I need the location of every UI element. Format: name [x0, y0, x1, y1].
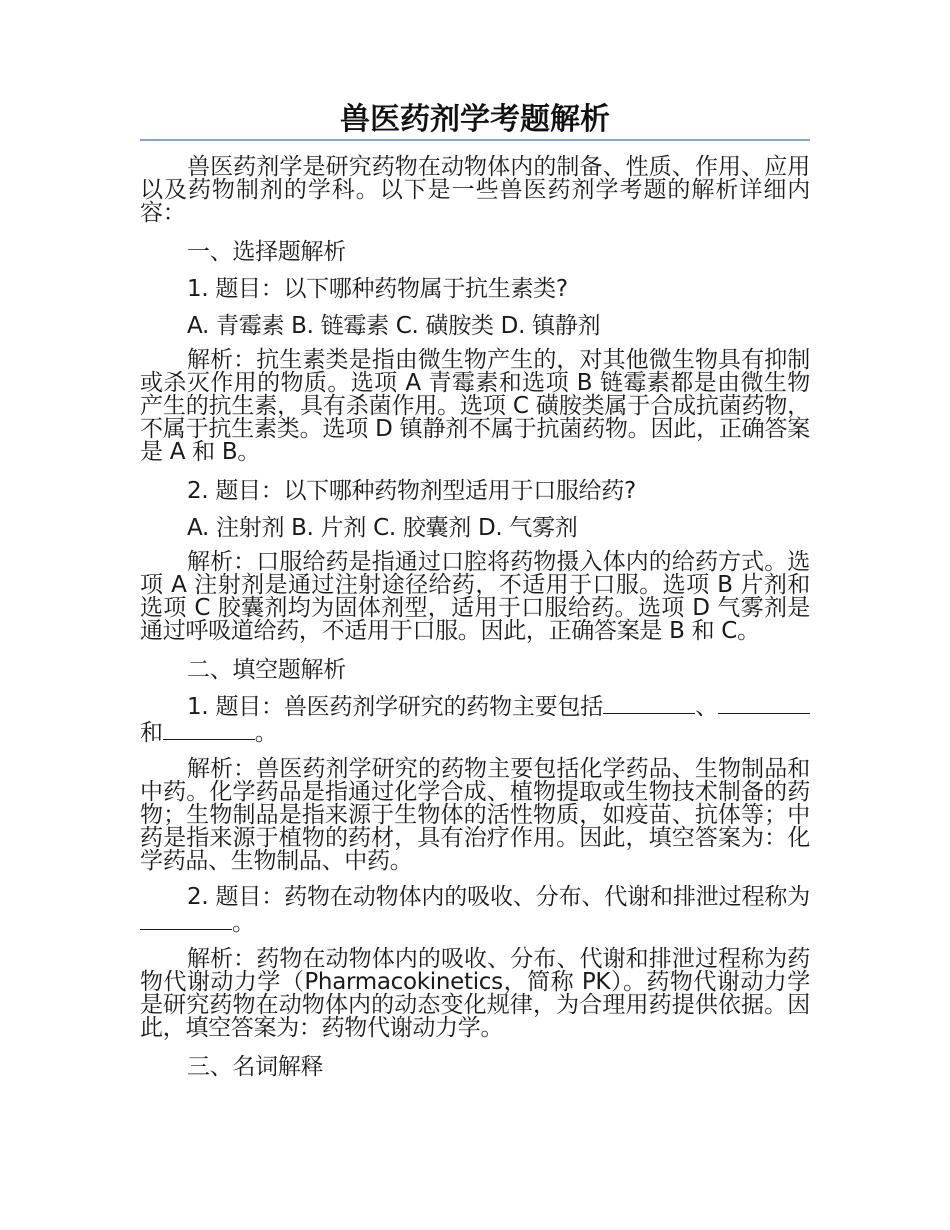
answer-blank [163, 719, 255, 740]
fill-q2-analysis: 解析：药物在动物体内的吸收、分布、代谢和排泄过程称为药物代谢动力学（Pharmacokinetics，简称 PK）。药物代谢动力学是研究药物在动物体内的动态变化规律，为合理用药提供依据。因此，填空答案为：药物代谢动力学。 [140, 946, 810, 1041]
fill-q2-question [140, 886, 810, 935]
section-heading-fill: 二、填空题解析 [187, 657, 346, 683]
document-body [140, 156, 810, 1090]
choice-q2-options: A. 注射剂 B. 片剂 C. 胶囊剂 D. 气雾剂 [187, 515, 578, 541]
choice-q2-analysis: 解析：口服给药是指通过口腔将药物摄入体内的给药方式。选项 A 注射剂是通过注射途径给药，不适用于口服。选项 B 片剂和选项 C 胶囊剂均为固体剂型，适用于口服给药。选项 D 气雾剂是通过呼吸道给药，不适用于口服。因此，正确答案是 B 和 C。 [140, 549, 810, 644]
fill-q1-prefix: 1. 题目：兽医药剂学研究的药物主要包括 [187, 694, 604, 720]
choice-q1-analysis: 解析：抗生素类是指由微生物产生的，对其他微生物具有抑制或杀灭作用的物质。选项 A 青霉素和选项 B 链霉素都是由微生物产生的抗生素，具有杀菌作用。选项 C 磺胺类属于合成抗菌药物，不属于抗生素类。选项 D 镇静剂不属于抗菌药物。因此，正确答案是 A 和 B。 [140, 347, 810, 465]
fill-q2-end: 。 [232, 910, 255, 936]
page-title: 兽医药剂学考题解析 [340, 102, 610, 137]
choice-q1-options: A. 青霉素 B. 链霉素 C. 磺胺类 D. 镇静剂 [187, 313, 601, 339]
choice-q2-question: 2. 题目：以下哪种药物剂型适用于口服给药? [187, 478, 636, 504]
answer-blank [718, 693, 810, 714]
fill-q1-sep1: 、 [695, 694, 718, 720]
choice-q1-question: 1. 题目：以下哪种药物属于抗生素类? [187, 276, 568, 302]
answer-blank [140, 909, 232, 930]
fill-q1-question [140, 693, 810, 745]
intro-paragraph: 兽医药剂学是研究药物在动物体内的制备、性质、作用、应用以及药物制剂的学科。以下是一些兽医药剂学考题的解析详细内容： [140, 154, 810, 226]
fill-q1-analysis: 解析：兽医药剂学研究的药物主要包括化学药品、生物制品和中药。化学药品是指通过化学合成、植物提取或生物技术制备的药物；生物制品是指来源于生物体的活性物质，如疫苗、抗体等；中药是指来源于植物的药材，具有治疗作用。因此，填空答案为：化学药品、生物制品、中药。 [140, 756, 810, 874]
fill-q1-end: 。 [254, 720, 278, 746]
section-heading-choice: 一、选择题解析 [187, 239, 346, 265]
fill-q2-prefix: 2. 题目：药物在动物体内的吸收、分布、代谢和排泄过程称为 [187, 884, 810, 910]
fill-q1-sep2: 和 [140, 720, 163, 746]
answer-blank [603, 693, 695, 714]
title-underline [140, 139, 810, 141]
section-heading-terms: 三、名词解释 [187, 1054, 324, 1080]
